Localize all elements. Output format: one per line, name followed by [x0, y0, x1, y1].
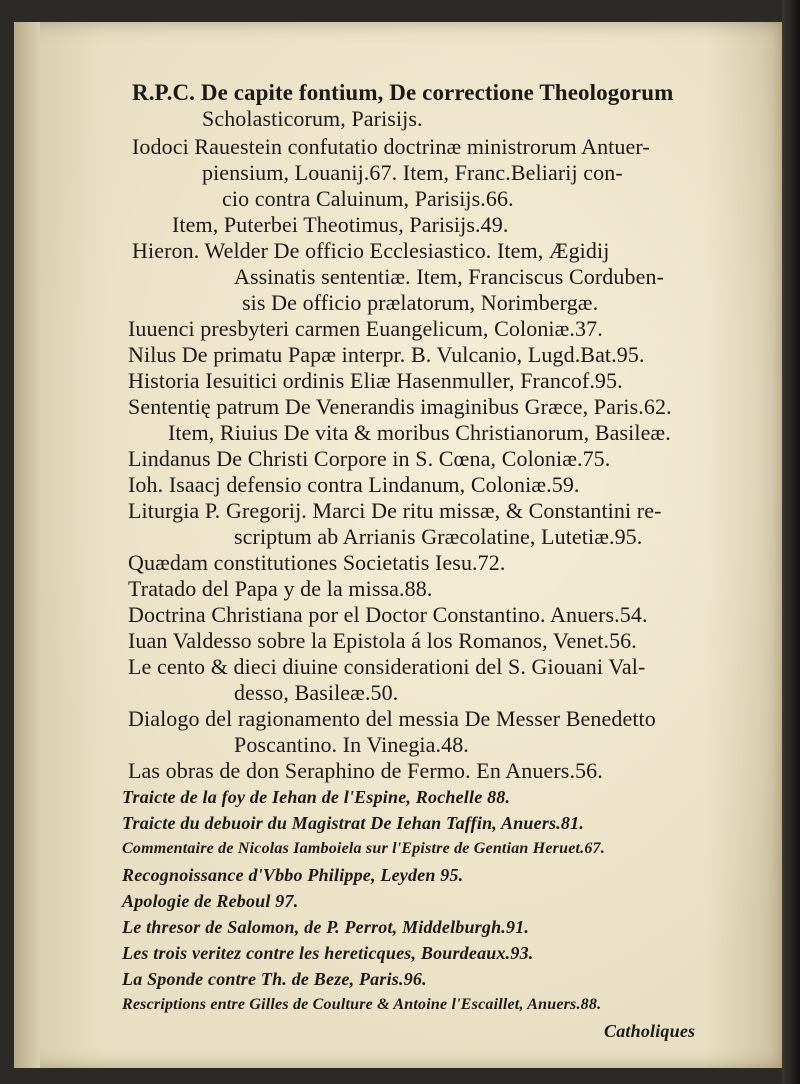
catalog-entry: Hieron. Welder De officio Ecclesiastico. Item, Ægidij	[132, 238, 610, 263]
catalog-entry: sis De officio prælatorum, Norimbergæ.	[242, 290, 599, 315]
catalog-entry: Rescriptions entre Gilles de Coulture & Antoine l'Escaillet, Anuers.88.	[122, 996, 602, 1013]
catalog-entry: Le cento & dieci diuine considerationi del S. Giouani Val-	[128, 654, 646, 679]
catalog-entry: Assinatis sententiæ. Item, Franciscus Corduben-	[234, 264, 664, 289]
catalog-entry: Tratado del Papa y de la missa.88.	[128, 576, 433, 601]
catalog-entry: piensium, Louanij.67. Item, Franc.Beliarij con-	[202, 160, 623, 185]
catalog-entry: Las obras de don Seraphino de Fermo. En Anuers.56.	[128, 758, 603, 783]
catalog-text	[92, 60, 722, 1050]
catalog-entry: Recognoissance d'Vbbo Philippe, Leyden 95.	[122, 865, 464, 885]
catalog-entry: Traicte du debuoir du Magistrat De Iehan Taffin, Anuers.81.	[122, 813, 585, 833]
catalog-entry: Commentaire de Nicolas Iamboiela sur l'Epistre de Gentian Heruet.67.	[122, 840, 605, 857]
catalog-entry: Sententię patrum De Venerandis imaginibus Græce, Paris.62.	[128, 394, 672, 419]
catalog-entry: scriptum ab Arrianis Græcolatine, Lutetiæ.95.	[234, 524, 643, 549]
page-edge	[782, 0, 800, 1084]
page-gutter	[14, 22, 40, 1068]
catalog-entry: Item, Puterbei Theotimus, Parisijs.49.	[172, 212, 509, 237]
catalog-entry: Les trois veritez contre les hereticques, Bourdeaux.93.	[122, 943, 534, 963]
catalog-entry: Historia Iesuitici ordinis Eliæ Hasenmuller, Francof.95.	[128, 368, 623, 393]
catalog-entry: Poscantino. In Vinegia.48.	[234, 732, 469, 757]
catalog-entry: Iodoci Rauestein confutatio doctrinæ ministrorum Antuer-	[132, 134, 650, 159]
catalog-entry: R.P.C. De capite fontium, De correctione Theologorum	[132, 80, 674, 105]
catalog-entry: Item, Riuius De vita & moribus Christianorum, Basileæ.	[168, 420, 671, 445]
catchword: Catholiques	[604, 1021, 696, 1041]
catalog-entry: Doctrina Christiana por el Doctor Constantino. Anuers.54.	[128, 602, 648, 627]
catalog-entry: Ioh. Isaacj defensio contra Lindanum, Coloniæ.59.	[128, 472, 580, 497]
catalog-entry: Nilus De primatu Papæ interpr. B. Vulcanio, Lugd.Bat.95.	[128, 342, 645, 367]
catalog-entry: Iuuenci presbyteri carmen Euangelicum, Coloniæ.37.	[128, 316, 603, 341]
catalog-entry: Apologie de Reboul 97.	[122, 891, 299, 911]
catalog-entry: Liturgia P. Gregorij. Marci De ritu missæ, & Constantini re-	[128, 498, 662, 523]
catalog-entry: Quædam constitutiones Societatis Iesu.72.	[128, 550, 506, 575]
catalog-entry: Scholasticorum, Parisijs.	[202, 106, 423, 131]
catalog-entry: Lindanus De Christi Corpore in S. Cœna, Coloniæ.75.	[128, 446, 611, 471]
catalog-entry: cio contra Caluinum, Parisijs.66.	[222, 186, 514, 211]
catalog-entry: Traicte de la foy de Iehan de l'Espine, Rochelle 88.	[122, 787, 511, 807]
catalog-entry: Dialogo del ragionamento del messia De Messer Benedetto	[128, 706, 656, 731]
catalog-entry: Iuan Valdesso sobre la Epistola á los Romanos, Venet.56.	[128, 628, 637, 653]
catalog-entry: La Sponde contre Th. de Beze, Paris.96.	[122, 969, 427, 989]
catalog-entry: desso, Basileæ.50.	[234, 680, 399, 705]
catalog-entry: Le thresor de Salomon, de P. Perrot, Middelburgh.91.	[122, 917, 530, 937]
